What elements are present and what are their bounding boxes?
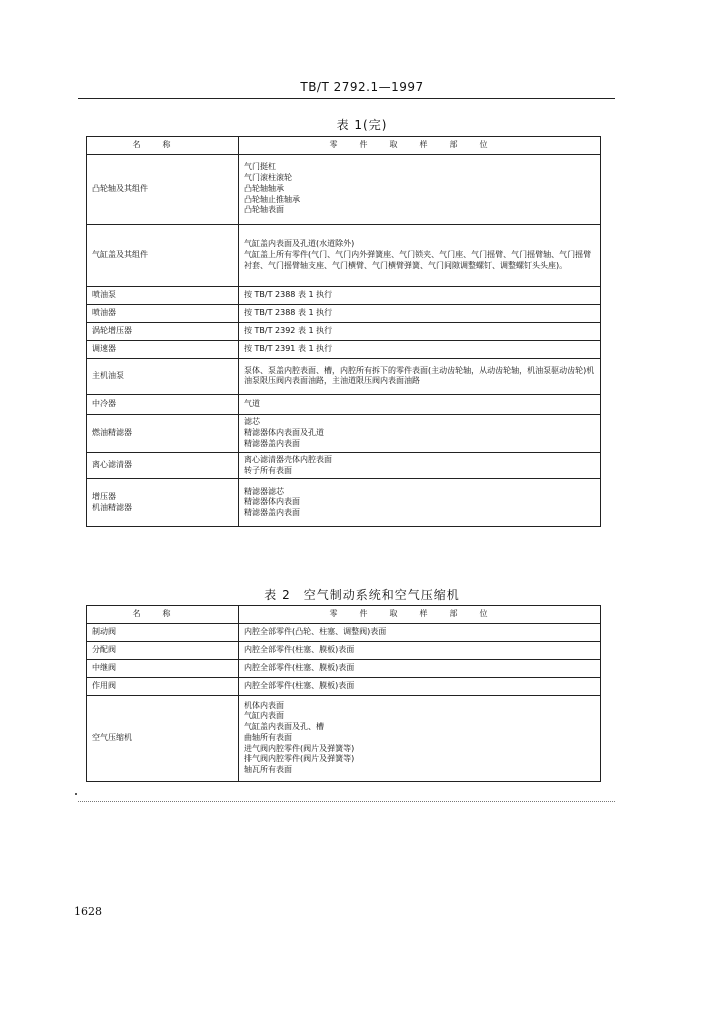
table1-row (87, 479, 601, 527)
sampling-part-line: 泵体、泵盖内腔表面、槽，内腔所有拆下的零件表面(主动齿轮轴，从动齿轮轴，机油泵驱动齿轮)机油泵限压阀内表面油路，主油道限压阀内表面油路 (244, 365, 595, 386)
table2-row (87, 695, 601, 781)
row-name-cell (87, 358, 239, 394)
table1-row (87, 322, 601, 340)
table1-row (87, 340, 601, 358)
row-parts-cell (239, 322, 601, 340)
sampling-part-line: 气缸盖内表面及孔、槽 (244, 722, 324, 732)
component-name: 离心滤清器 (92, 460, 132, 470)
sampling-part-line: 精滤器体内表面 (244, 497, 300, 507)
row-parts-cell (239, 641, 601, 659)
table1-header-parts: 零件取样部位 (239, 137, 601, 155)
sampling-part-line: 按 TB/T 2388 表 1 执行 (244, 307, 333, 317)
table1-row (87, 358, 601, 394)
sampling-part-line: 按 TB/T 2388 表 1 执行 (244, 289, 333, 299)
row-parts-cell (239, 358, 601, 394)
sampling-part-line: 转子所有表面 (244, 465, 292, 475)
table1-row (87, 154, 601, 224)
page-number: 1628 (74, 905, 102, 918)
row-name-cell (87, 695, 239, 781)
sampling-part-line: 气缸内表面 (244, 711, 284, 721)
component-name: 气缸盖及其组件 (92, 249, 148, 259)
row-parts-cell (239, 224, 601, 286)
row-name-cell (87, 224, 239, 286)
row-name-cell (87, 304, 239, 322)
row-name-cell (87, 641, 239, 659)
row-name-cell (87, 154, 239, 224)
row-name-cell (87, 394, 239, 414)
row-parts-cell (239, 340, 601, 358)
sampling-part-line: 气缸盖上所有零件(气门、气门内外弹簧座、气门锁夹、气门座、气门摇臂、气门摇臂轴、气门摇臂衬套、气门摇臂轴支座、气门横臂、气门横臂弹簧、气门间隙调整螺钉、调整螺钉头头座)。 (244, 249, 592, 270)
table2 (86, 605, 601, 782)
table2-row (87, 641, 601, 659)
sampling-part-line: 精滤器体内表面及孔道 (244, 427, 324, 437)
component-name: 凸轮轴及其组件 (92, 183, 148, 193)
component-name: 空气压缩机 (92, 732, 132, 742)
sampling-part-line: 排气阀内腔零件(阀片及弹簧等) (244, 754, 355, 764)
table2-header-name: 名称 (87, 606, 239, 624)
row-parts-cell (239, 479, 601, 527)
component-name: 喷油器 (92, 307, 116, 317)
row-parts-cell (239, 677, 601, 695)
row-name-cell (87, 340, 239, 358)
table2-row (87, 623, 601, 641)
row-parts-cell (239, 304, 601, 322)
table2-body (87, 623, 601, 781)
scan-speck (75, 793, 77, 795)
table1-row (87, 394, 601, 414)
component-name: 制动阀 (92, 626, 116, 636)
footer-rule (78, 801, 615, 802)
table1-body (87, 154, 601, 527)
table2-caption: 表 2 空气制动系统和空气压缩机 (264, 588, 460, 602)
row-parts-cell (239, 286, 601, 304)
sampling-part-line: 内腔全部零件(柱塞、膜板)表面 (244, 662, 355, 672)
table2-header-row (87, 606, 601, 624)
component-name: 涡轮增压器 (92, 325, 132, 335)
sampling-part-line: 精滤器盖内表面 (244, 438, 300, 448)
sampling-part-line: 滤芯 (244, 417, 260, 427)
row-parts-cell (239, 154, 601, 224)
table1 (86, 136, 601, 527)
component-name: 作用阀 (92, 680, 116, 690)
component-name: 分配阀 (92, 644, 116, 654)
row-parts-cell (239, 414, 601, 452)
sampling-part-line: 精滤器盖内表面 (244, 508, 300, 518)
sampling-part-line: 机体内表面 (244, 700, 284, 710)
sampling-part-line: 凸轮轴表面 (244, 205, 284, 215)
sampling-part-line: 按 TB/T 2391 表 1 执行 (244, 343, 333, 353)
row-name-cell (87, 286, 239, 304)
row-name-cell (87, 452, 239, 479)
table1-row (87, 304, 601, 322)
table1-row (87, 224, 601, 286)
sampling-part-line: 内腔全部零件(柱塞、膜板)表面 (244, 644, 355, 654)
sampling-part-line: 内腔全部零件(凸轮、柱塞、调整阀)表面 (244, 626, 387, 636)
table1-header-name: 名称 (87, 137, 239, 155)
table2-row (87, 659, 601, 677)
sampling-part-line: 内腔全部零件(柱塞、膜板)表面 (244, 680, 355, 690)
table1-row (87, 286, 601, 304)
row-parts-cell (239, 659, 601, 677)
sampling-part-line: 曲轴所有表面 (244, 732, 292, 742)
row-parts-cell (239, 623, 601, 641)
component-name: 中冷器 (92, 398, 116, 408)
sampling-part-line: 气道 (244, 398, 260, 408)
row-parts-cell (239, 394, 601, 414)
component-name: 中继阀 (92, 662, 116, 672)
sampling-part-line: 精滤器滤芯 (244, 486, 284, 496)
component-name: 调速器 (92, 343, 116, 353)
table2-row (87, 677, 601, 695)
table2-header-parts: 零件取样部位 (239, 606, 601, 624)
sampling-part-line: 轴瓦所有表面 (244, 765, 292, 775)
row-name-cell (87, 623, 239, 641)
row-name-cell (87, 479, 239, 527)
sampling-part-line: 凸轮轴止推轴承 (244, 194, 300, 204)
table1-caption: 表 1(完) (336, 118, 388, 132)
table1-row (87, 414, 601, 452)
row-name-cell (87, 414, 239, 452)
sampling-part-line: 气缸盖内表面及孔道(水道除外) (244, 239, 355, 249)
component-name: 喷油泵 (92, 289, 116, 299)
sampling-part-line: 进气阀内腔零件(阀片及弹簧等) (244, 743, 355, 753)
table1-header-row (87, 137, 601, 155)
row-name-cell (87, 659, 239, 677)
table1-row (87, 452, 601, 479)
sampling-part-line: 气门滚柱滚轮 (244, 173, 292, 183)
component-name: 燃油精滤器 (92, 427, 132, 437)
row-parts-cell (239, 452, 601, 479)
row-parts-cell (239, 695, 601, 781)
sampling-part-line: 气门挺杠 (244, 162, 276, 172)
row-name-cell (87, 677, 239, 695)
header-rule (78, 98, 615, 99)
sampling-part-line: 离心滤清器壳体内腔表面 (244, 454, 332, 464)
sampling-part-line: 按 TB/T 2392 表 1 执行 (244, 325, 333, 335)
component-name: 主机油泵 (92, 370, 124, 380)
row-name-cell (87, 322, 239, 340)
component-name: 增压器 机油精滤器 (92, 492, 132, 512)
document-header: TB/T 2792.1—1997 (300, 80, 424, 94)
sampling-part-line: 凸轮轴轴承 (244, 183, 284, 193)
